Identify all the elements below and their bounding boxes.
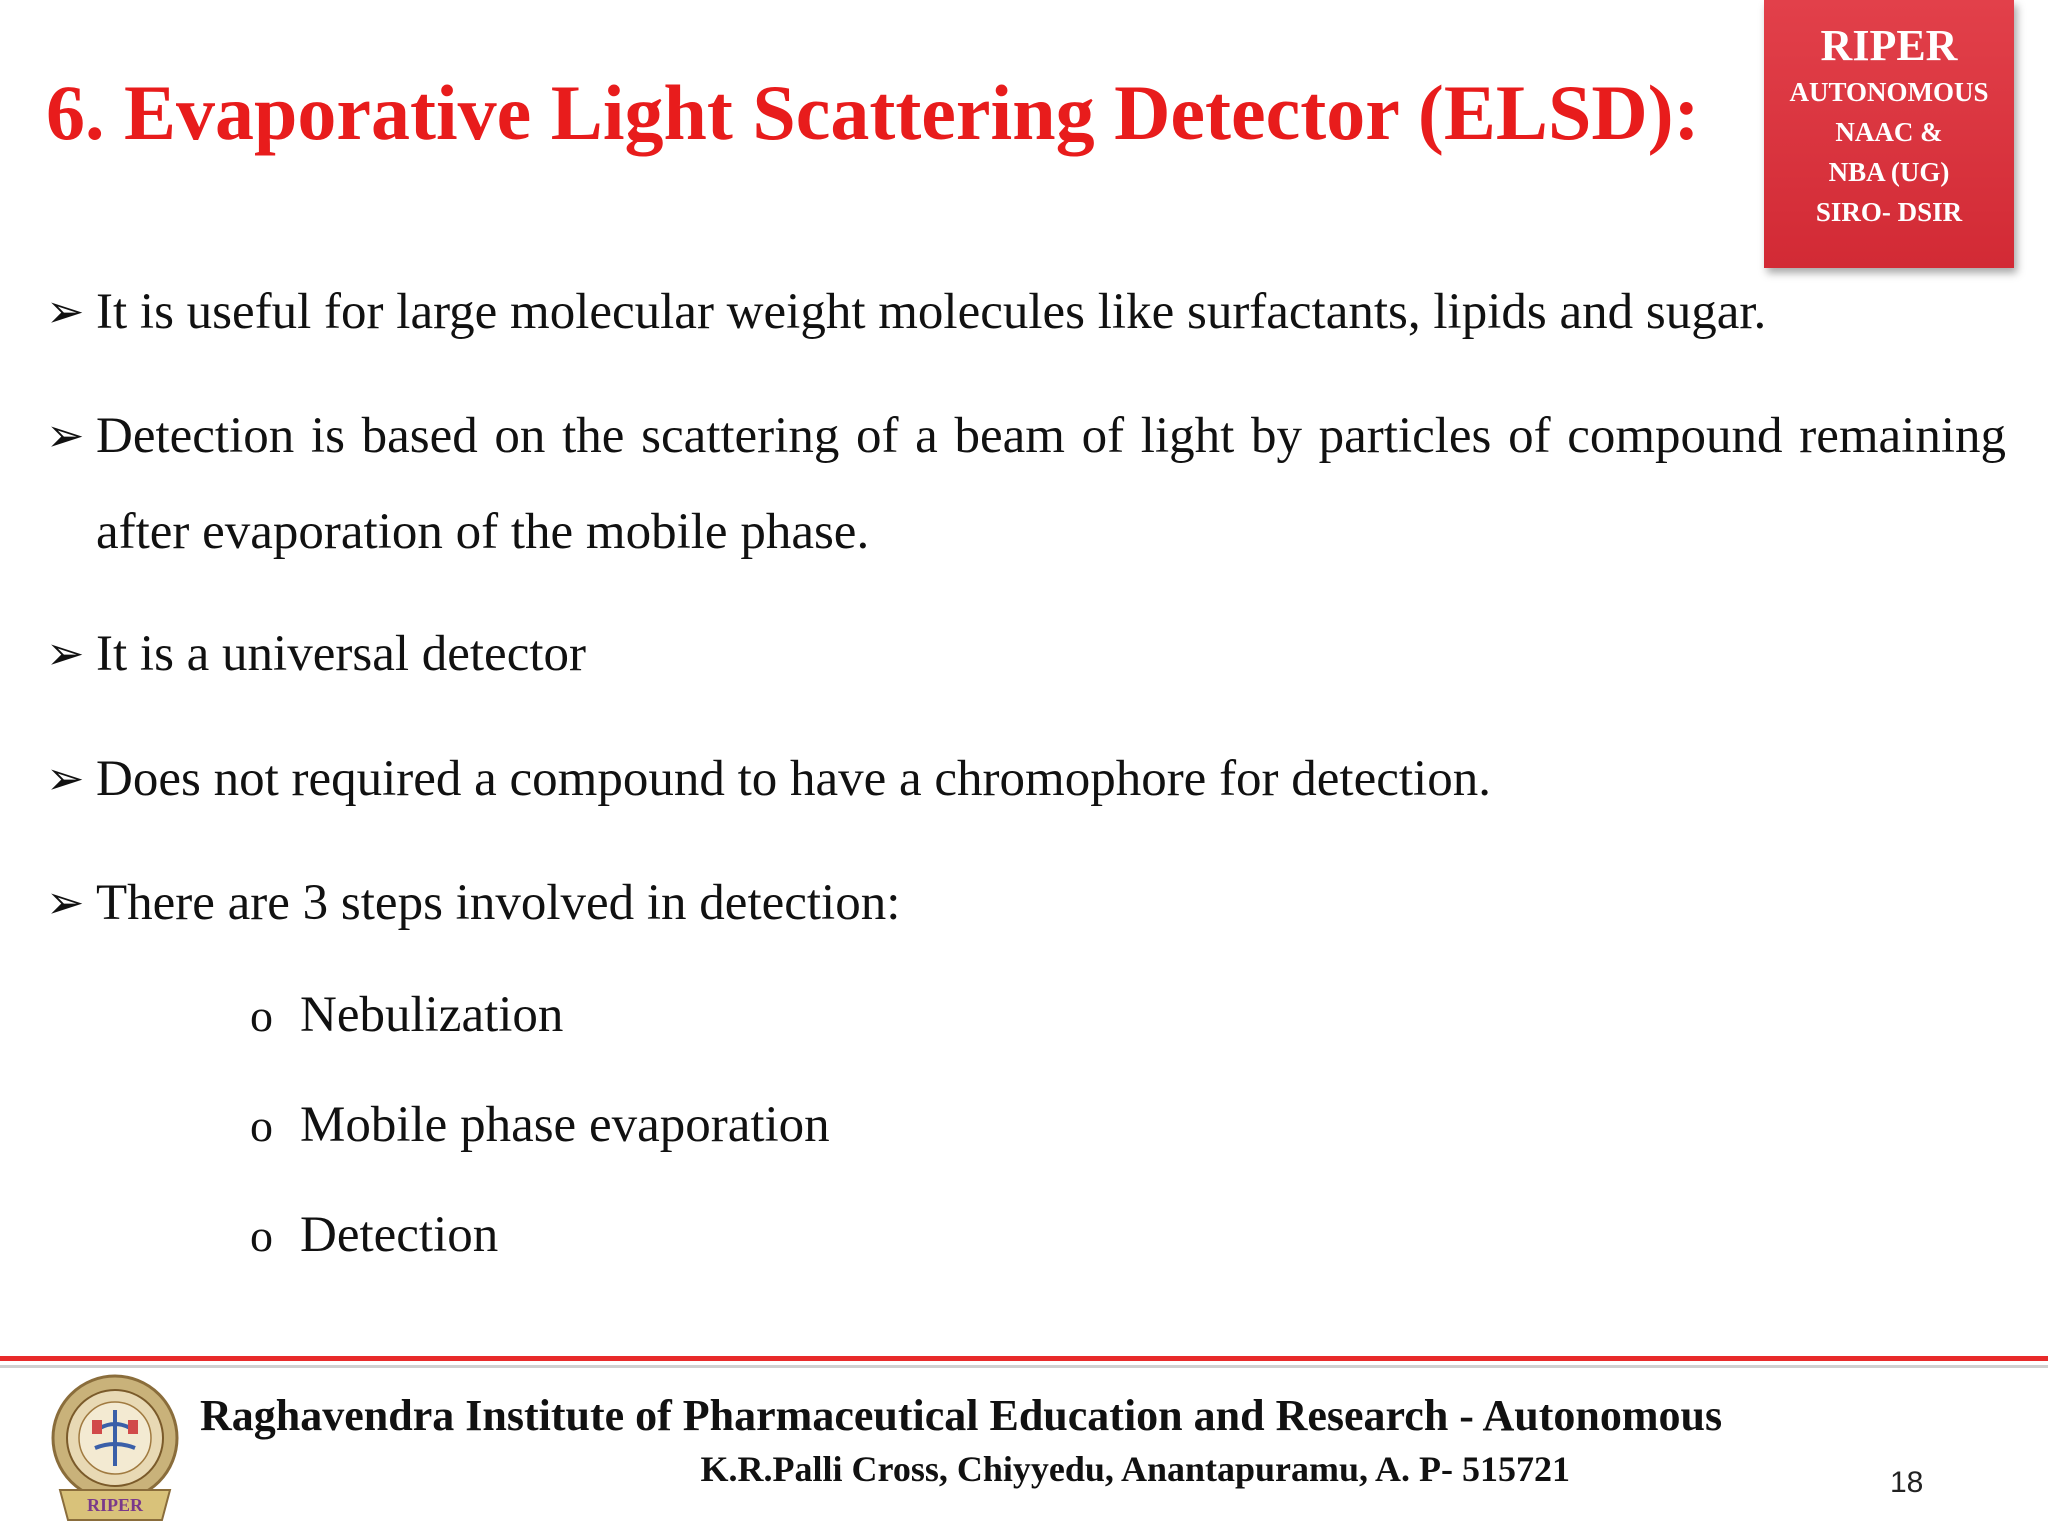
bullet-item bbox=[46, 731, 2006, 827]
bullet-text: There are 3 steps involved in detection: bbox=[96, 875, 901, 931]
bullet-item bbox=[46, 606, 2006, 702]
bullet-text: It is a universal detector bbox=[96, 626, 586, 682]
footer-divider-grey bbox=[0, 1365, 2048, 1368]
logo-ribbon-text: RIPER bbox=[86, 1495, 144, 1515]
badge-line-1: RIPER bbox=[1820, 21, 1958, 70]
bullet-text: It is useful for large molecular weight molecules like surfactants, lipids and sugar. bbox=[96, 284, 1767, 340]
sub-list-item bbox=[250, 1090, 830, 1161]
badge-line-2: AUTONOMOUS bbox=[1789, 77, 1989, 108]
circle-bullet-icon: o bbox=[250, 1210, 273, 1261]
circle-bullet-icon: o bbox=[250, 990, 273, 1041]
bullet-item bbox=[46, 264, 2006, 360]
badge-line-5: SIRO- DSIR bbox=[1815, 197, 1963, 228]
institute-logo-icon bbox=[40, 1370, 190, 1530]
footer-address: K.R.Palli Cross, Chiyyedu, Anantapuramu, A. P- 515721 bbox=[700, 1449, 1570, 1489]
sub-item-text: Detection bbox=[300, 1207, 499, 1263]
arrow-bullet-icon: ➢ bbox=[46, 286, 85, 337]
badge-line-4: NBA (UG) bbox=[1828, 157, 1950, 188]
arrow-bullet-icon: ➢ bbox=[46, 628, 85, 679]
arrow-bullet-icon: ➢ bbox=[46, 410, 85, 461]
footer-institute-name: Raghavendra Institute of Pharmaceutical Education and Research - Autonomous bbox=[200, 1391, 1723, 1440]
circle-bullet-icon: o bbox=[250, 1100, 273, 1151]
sub-list-item bbox=[250, 1200, 498, 1271]
bullet-text: Detection is based on the scattering of a beam of light by particles of compound remaining after evaporation of the mobile phase. bbox=[96, 408, 2006, 560]
bullet-item bbox=[46, 388, 2006, 580]
sub-list-item bbox=[250, 980, 563, 1051]
bullet-text: Does not required a compound to have a chromophore for detection. bbox=[96, 751, 1491, 807]
page-number: 18 bbox=[1890, 1466, 1924, 1499]
sub-item-text: Mobile phase evaporation bbox=[300, 1097, 830, 1153]
riper-badge bbox=[1764, 0, 2014, 268]
sub-item-text: Nebulization bbox=[300, 987, 564, 1043]
bullet-item bbox=[46, 855, 2006, 951]
badge-line-3: NAAC & bbox=[1835, 117, 1943, 148]
footer-divider-red bbox=[0, 1356, 2048, 1361]
arrow-bullet-icon: ➢ bbox=[46, 753, 85, 804]
arrow-bullet-icon: ➢ bbox=[46, 877, 85, 928]
slide-title: 6. Evaporative Light Scattering Detector (ELSD): bbox=[46, 69, 1700, 156]
